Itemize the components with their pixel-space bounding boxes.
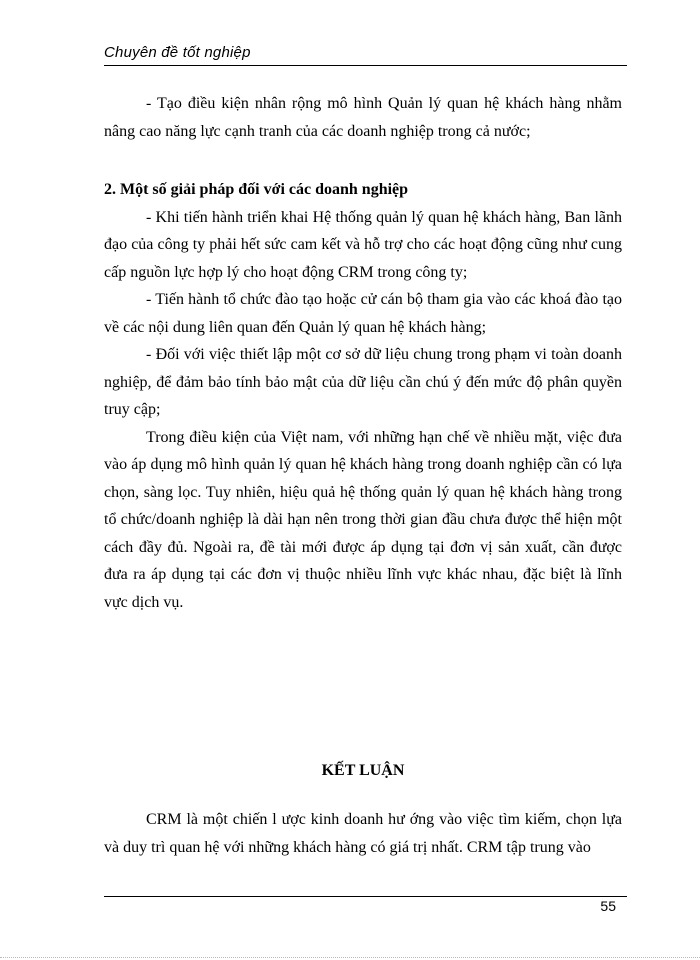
- paragraph-intro: - Tạo điều kiện nhân rộng mô hình Quản lý quan hệ khách hàng nhằm nâng cao năng lực cạnh tranh của các doanh nghiệp trong cả nước;: [104, 95, 622, 140]
- paragraph: Trong điều kiện của Việt nam, với những hạn chế về nhiều mặt, việc đưa vào áp dụng mô hình quản lý quan hệ khách hàng trong doanh nghiệp cần có lựa chọn, sàng lọc. Tuy nhiên, hiệu quả hệ thống quản lý quan hệ khách hàng trong tổ chức/doanh nghiệp là dài hạn nên trong thời gian đầu chưa được thể hiện một cách đầy đủ. Ngoài ra, đề tài mới được áp dụng tại đơn vị sản xuất, cần được đưa ra áp dụng tại các đơn vị thuộc nhiều lĩnh vực khác nhau, đặc biệt là lĩnh vực dịch vụ.: [104, 428, 622, 611]
- page-edge-divider: [0, 957, 700, 958]
- main-body: [104, 85, 622, 616]
- footer-rule: [104, 896, 627, 897]
- paragraph: - Khi tiến hành triển khai Hệ thống quản lý quan hệ khách hàng, Ban lãnh đạo của công ty phải hết sức cam kết và hỗ trợ cho các hoạt động cũng như cung cấp nguồn lực hợp lý cho hoạt động CRM trong công ty;: [104, 208, 622, 281]
- paragraph: - Tiến hành tổ chức đào tạo hoặc cử cán bộ tham gia vào các khoá đào tạo về các nội dung liên quan đến Quản lý quan hệ khách hàng;: [104, 291, 622, 336]
- header-rule: [104, 65, 627, 66]
- paragraph: - Đối với việc thiết lập một cơ sở dữ liệu chung trong phạm vi toàn doanh nghiệp, để đảm bảo tính bảo mật của dữ liệu cần chú ý đến mức độ phân quyền truy cập;: [104, 346, 622, 418]
- paragraph: CRM là một chiến l ược kinh doanh hư ớng vào việc tìm kiếm, chọn lựa và duy trì quan hệ với những khách hàng có giá trị nhất. CRM tập trung vào: [104, 811, 622, 856]
- conclusion-heading: KẾT LUẬN: [321, 762, 405, 779]
- conclusion-body: [104, 806, 622, 861]
- header-title: Chuyên đề tốt nghiệp: [104, 44, 251, 61]
- section-heading: 2. Một số giải pháp đối với các doanh nghiệp: [104, 181, 409, 198]
- page-number: 55: [600, 898, 616, 914]
